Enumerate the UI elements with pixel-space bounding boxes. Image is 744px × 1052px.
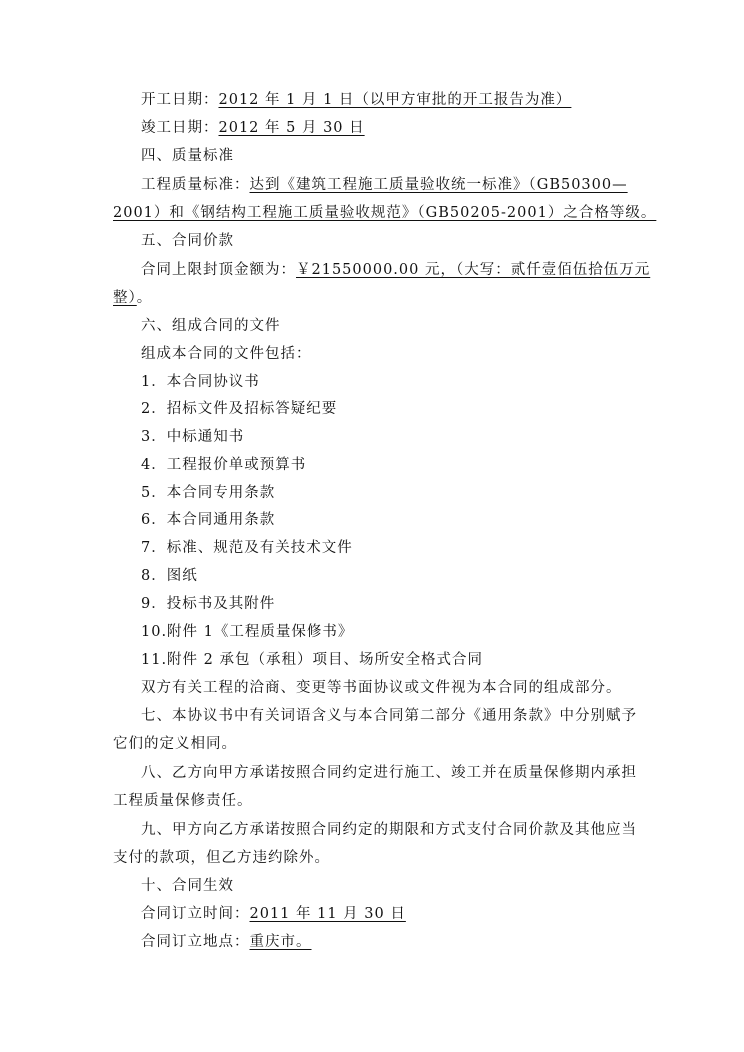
section-9-line-2: 支付的款项，但乙方违约除外。 [113,850,330,866]
document-item: 10.附件 1《工程质量保修书》 [141,624,354,640]
document-item: 5．本合同专用条款 [141,485,276,501]
contract-price-line-2 [113,288,152,308]
sign-place-line [141,932,312,952]
section-10-heading: 十、合同生效 [141,878,234,894]
sign-time-label: 合同订立时间： [141,906,250,922]
sign-time-value: 2011 年 11 月 30 日 [249,906,406,922]
document-item: 11.附件 2 承包（承租）项目、场所安全格式合同 [141,652,484,668]
contract-price-label: 合同上限封顶金额为： [141,262,296,278]
section-5-heading: 五、合同价款 [141,233,234,249]
end-date-line [141,118,365,138]
end-date-value: 2012 年 5 月 30 日 [218,120,365,136]
contract-price-value-2: 整） [113,290,137,306]
documents-intro: 组成本合同的文件包括： [141,346,312,362]
document-item: 4．工程报价单或预算书 [141,457,307,473]
quality-standard-label: 工程质量标准： [141,177,250,193]
section-8-line-1: 八、乙方向甲方承诺按照合同约定进行施工、竣工并在质量保修期内承担 [141,765,637,781]
section-8-line-2: 工程质量保修责任。 [113,793,253,809]
quality-standard-line-1 [141,175,628,195]
document-item: 2．招标文件及招标答疑纪要 [141,401,338,417]
contract-price-value-1: ￥21550000.00 元，（大写：贰仟壹佰伍拾伍万元 [296,262,651,278]
section-7-line-1: 七、本协议书中有关词语含义与本合同第二部分《通用条款》中分别赋予 [141,708,637,724]
quality-standard-value-1: 达到《建筑工程施工质量验收统一标准》（GB50300— [249,177,628,193]
section-6-heading: 六、组成合同的文件 [141,318,281,334]
start-date-line [141,90,571,110]
document-item: 1．本合同协议书 [141,374,260,390]
document-item: 9．投标书及其附件 [141,596,276,612]
quality-standard-line-2 [113,203,656,223]
sign-place-label: 合同订立地点： [141,934,250,950]
sign-time-line [141,904,406,924]
document-item: 8．图纸 [141,568,198,584]
documents-closing: 双方有关工程的洽商、变更等书面协议或文件视为本合同的组成部分。 [141,680,622,696]
start-date-value: 2012 年 1 月 1 日（以甲方审批的开工报告为准） [218,92,572,108]
document-item: 6．本合同通用条款 [141,512,276,528]
section-7-line-2: 它们的定义相同。 [113,736,237,752]
start-date-label: 开工日期： [141,92,219,108]
section-4-heading: 四、质量标准 [141,148,234,164]
quality-standard-value-2: 2001）和《钢结构工程施工质量验收规范》（GB50205-2001）之合格等级。 [113,205,657,221]
end-date-label: 竣工日期： [141,120,219,136]
sign-place-value: 重庆市。 [249,934,312,950]
document-item: 7．标准、规范及有关技术文件 [141,540,353,556]
section-9-line-1: 九、甲方向乙方承诺按照合同约定的期限和方式支付合同价款及其他应当 [141,822,637,838]
contract-price-tail: 。 [136,290,153,306]
document-item: 3．中标通知书 [141,429,245,445]
contract-price-line-1 [141,260,650,280]
